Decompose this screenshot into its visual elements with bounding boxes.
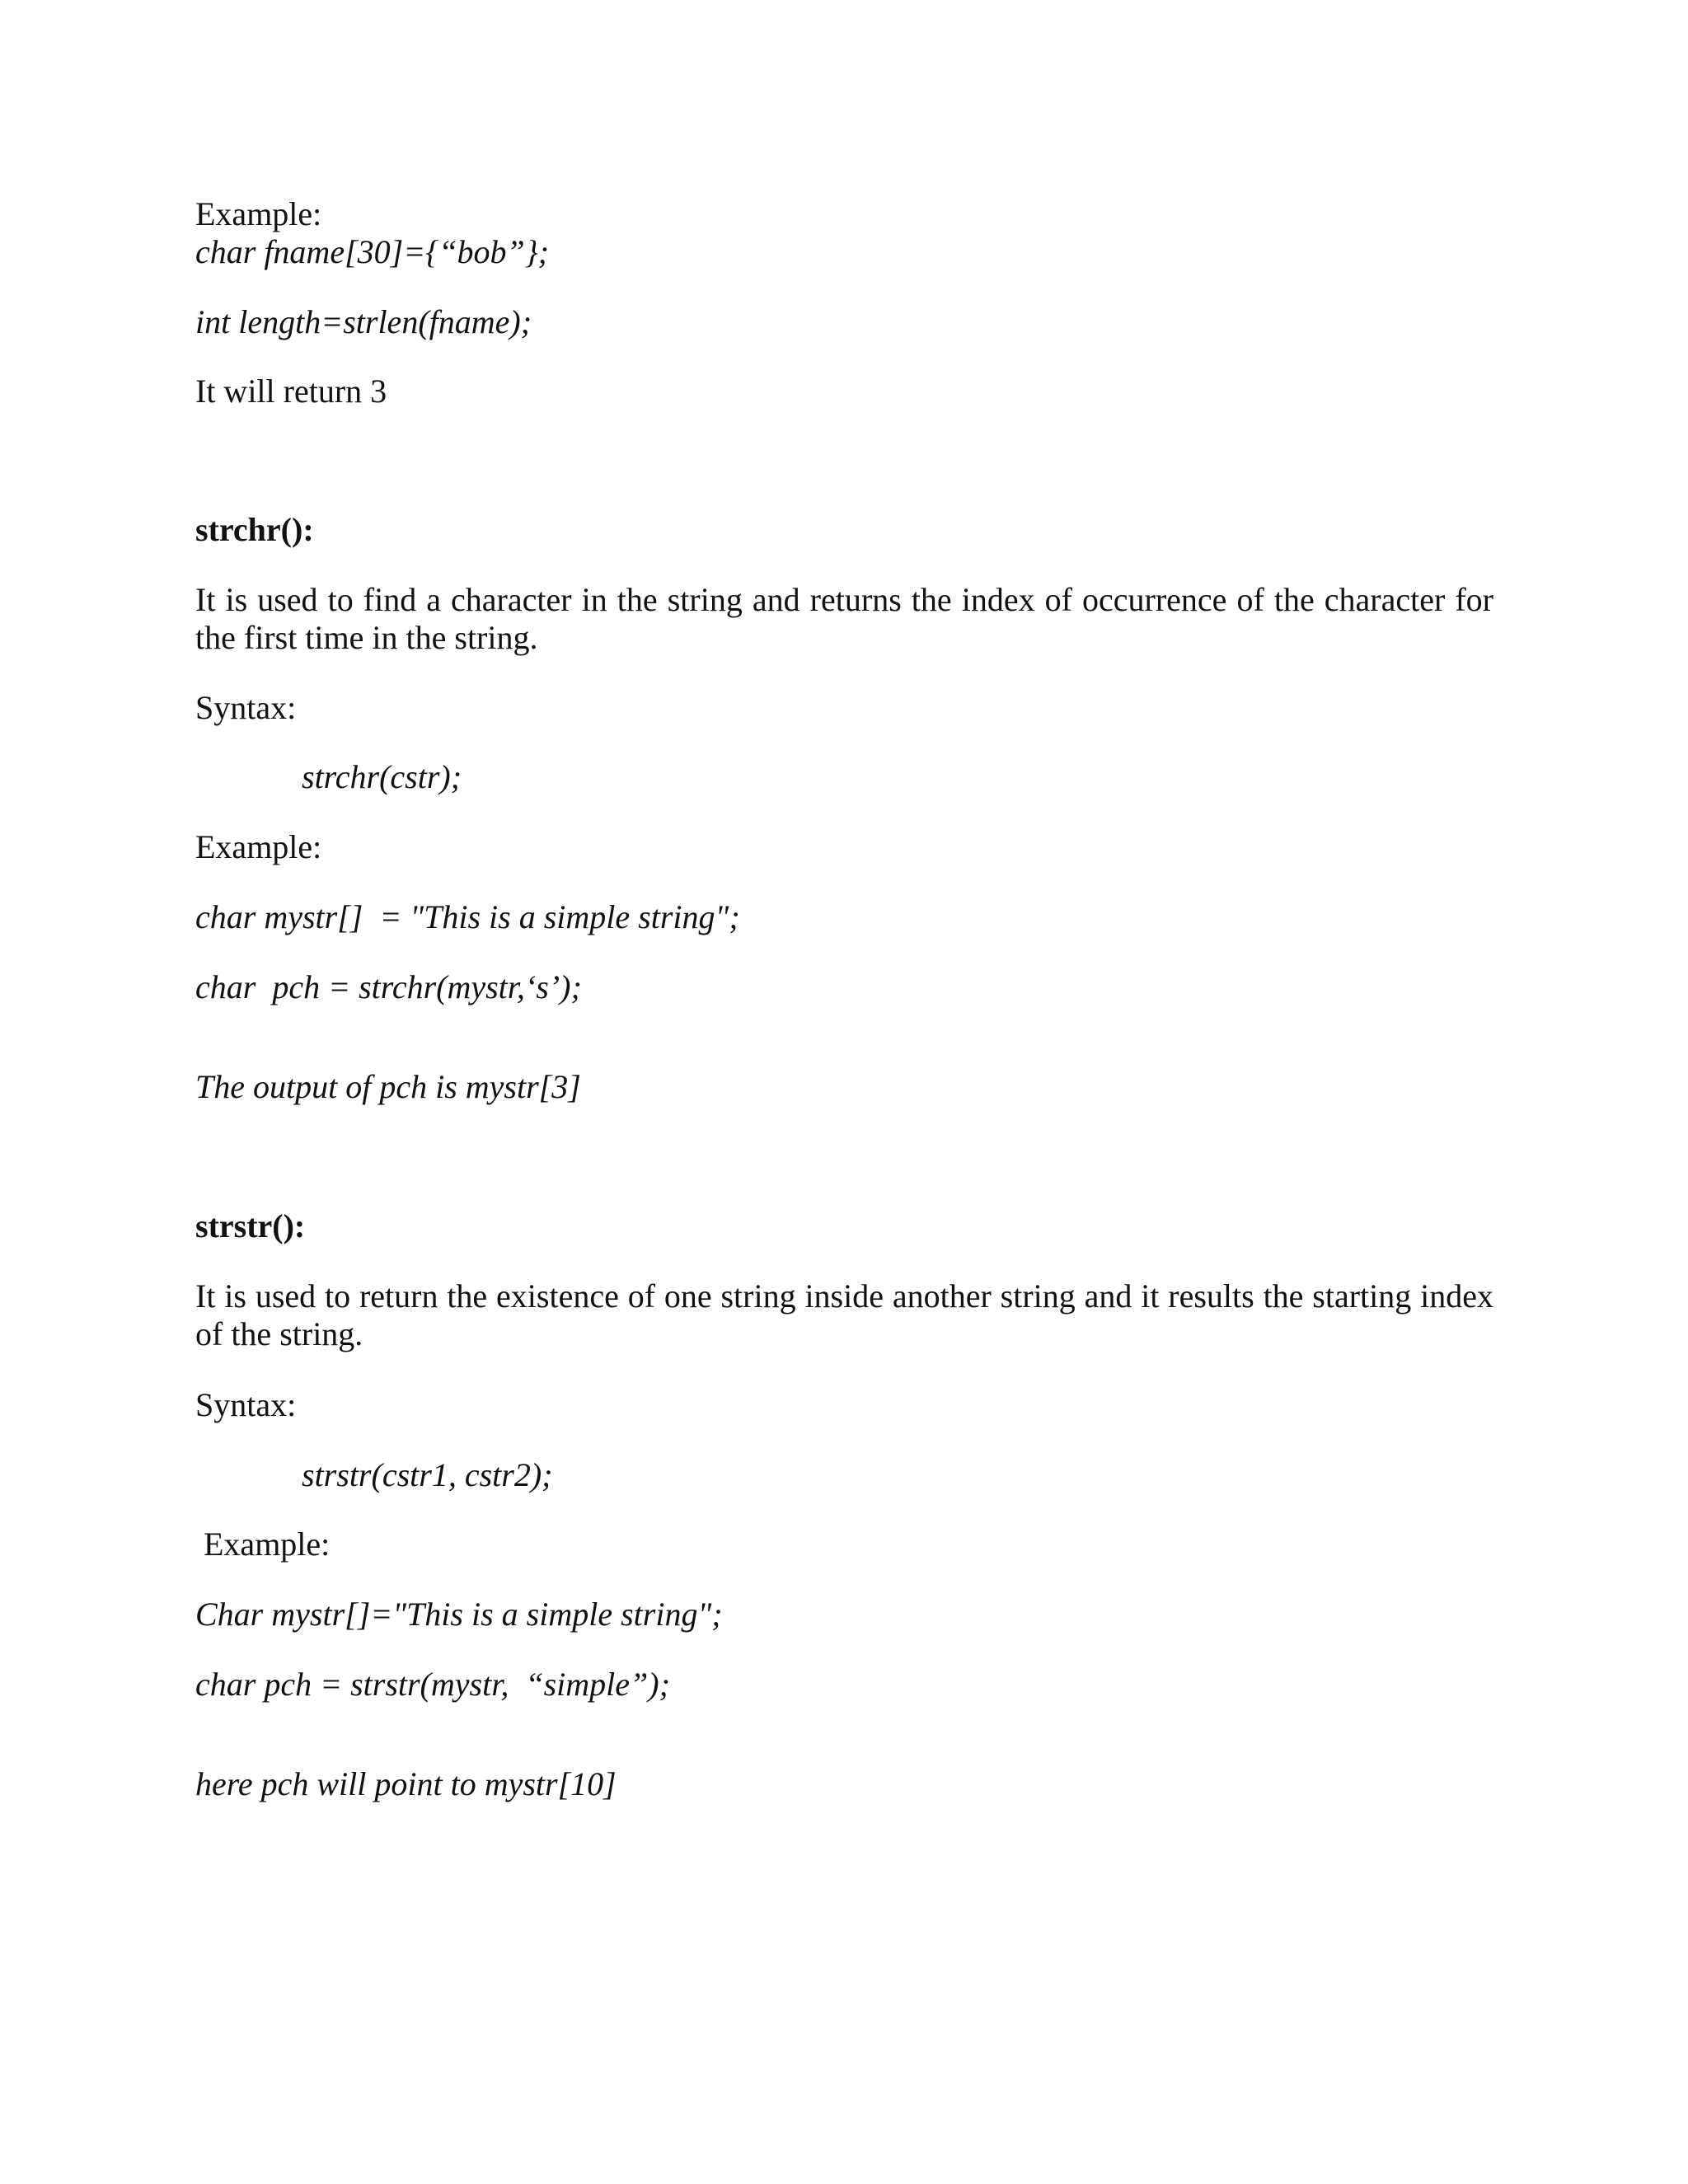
code-line-mystr-strstr: Char mystr[]="This is a simple string"; xyxy=(195,1596,723,1633)
example-label-strstr: Example: xyxy=(195,1526,331,1563)
heading-strchr: strchr(): xyxy=(195,511,314,548)
code-line-pch-strstr: char pch = strstr(mystr, “simple”); xyxy=(195,1666,670,1703)
code-line-length: int length=strlen(fname); xyxy=(195,303,532,340)
output-strstr: here pch will point to mystr[10] xyxy=(195,1765,617,1802)
syntax-label-strchr: Syntax: xyxy=(195,689,297,726)
output-strchr: The output of pch is mystr[3] xyxy=(195,1068,581,1105)
syntax-strstr: strstr(cstr1, cstr2); xyxy=(302,1456,553,1493)
description-strstr: It is used to return the existence of one string inside another string and it results the starting index of the string. xyxy=(195,1277,1493,1352)
code-line-mystr-strchr: char mystr[] = "This is a simple string"; xyxy=(195,898,740,935)
example-label-strchr: Example: xyxy=(195,828,322,865)
code-line-pch-strchr: char pch = strchr(mystr,‘s’); xyxy=(195,968,582,1005)
code-line-fname: char fname[30]={“bob”}; xyxy=(195,233,550,270)
syntax-strchr: strchr(cstr); xyxy=(302,758,462,795)
example-label-1: Example: xyxy=(195,195,322,232)
heading-strstr: strstr(): xyxy=(195,1207,306,1244)
syntax-label-strstr: Syntax: xyxy=(195,1386,297,1423)
result-text-1: It will return 3 xyxy=(195,373,387,410)
description-strchr: It is used to find a character in the string and returns the index of occurrence of the character for the first time in the string. xyxy=(195,581,1493,656)
